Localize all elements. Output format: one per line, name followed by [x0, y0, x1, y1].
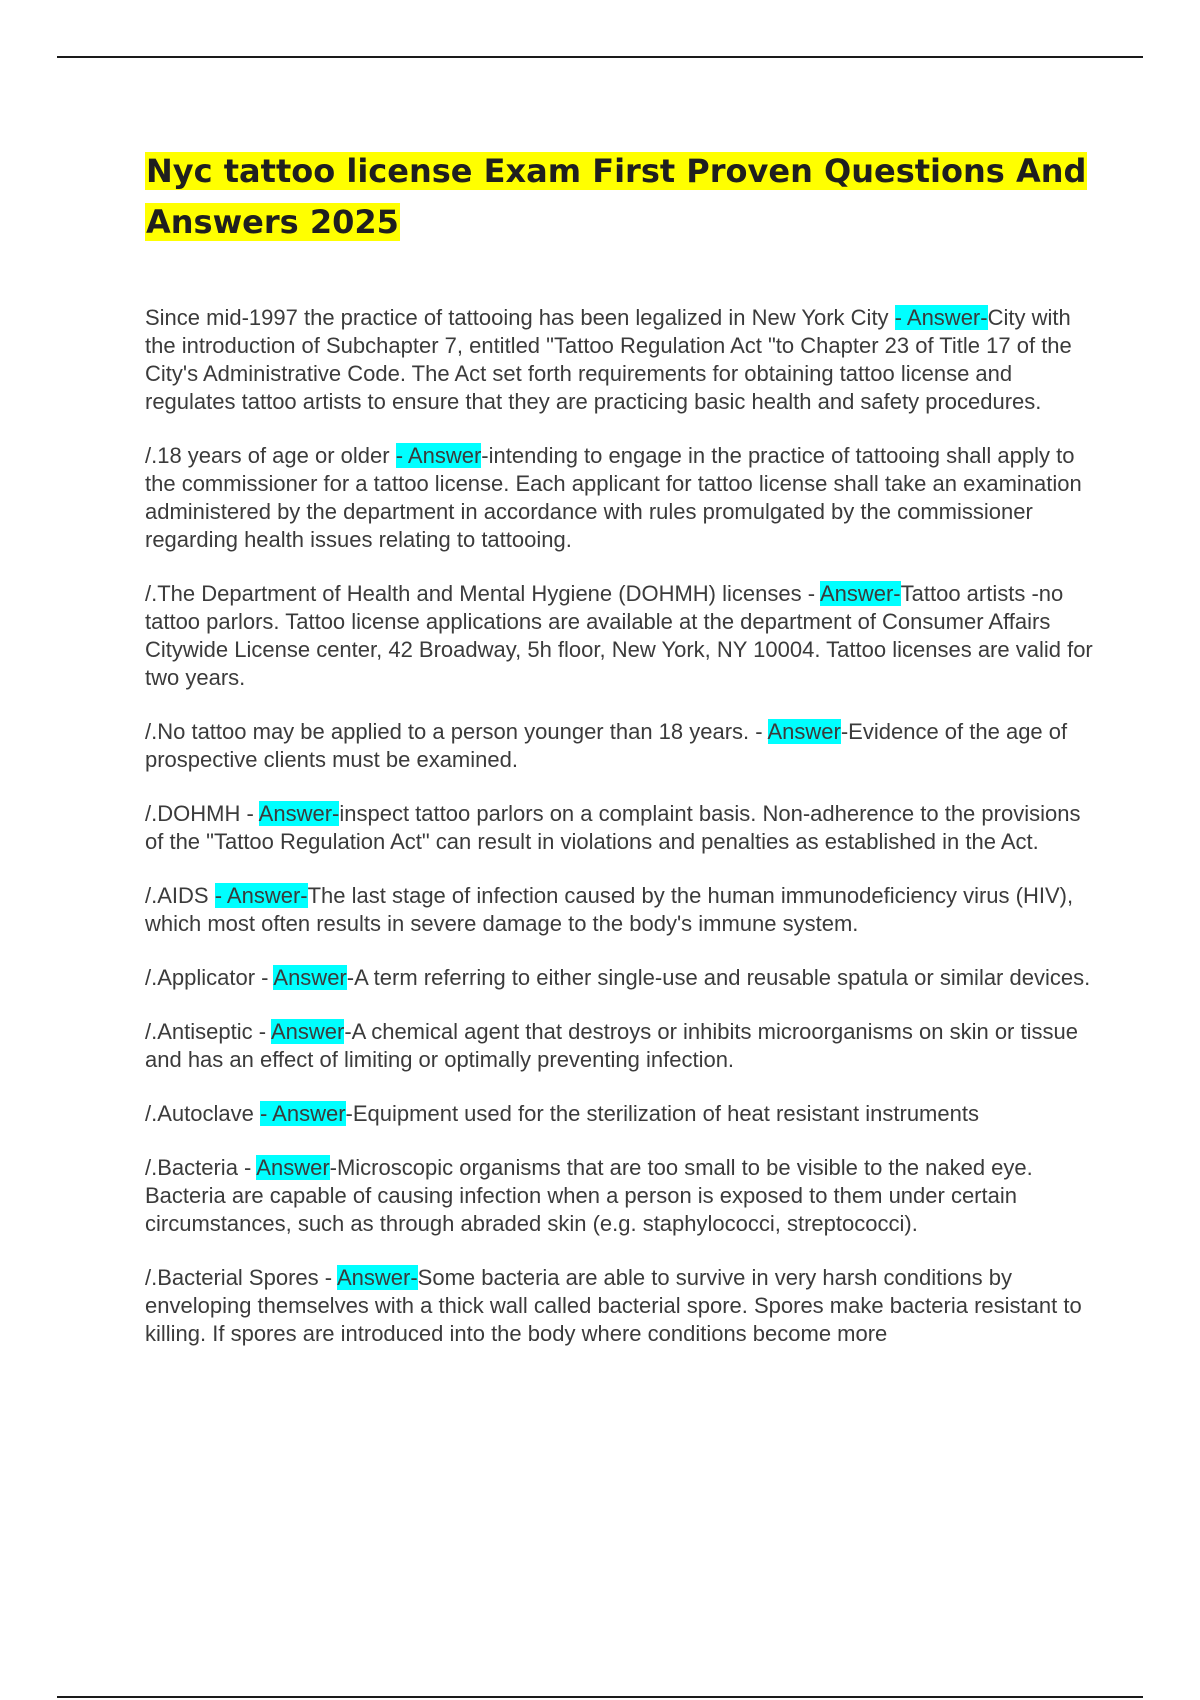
answer-marker: - Answer — [259, 1101, 346, 1126]
answer-marker: Answer — [767, 719, 841, 744]
qa-question: /.18 years of age or older — [145, 443, 396, 468]
qa-entry — [145, 964, 1095, 992]
qa-answer: -Evidence of the age of prospective clients must be examined. — [145, 719, 1068, 772]
qa-answer: -A chemical agent that destroys or inhibits microorganisms on skin or tissue and has an effect of limiting or optimally preventing infection. — [145, 1019, 1078, 1072]
qa-entry — [145, 580, 1095, 692]
qa-question: /.AIDS — [145, 883, 215, 908]
answer-marker: Answer — [256, 1155, 330, 1180]
qa-answer: -Microscopic organisms that are too small to be visible to the naked eye. Bacteria are capable of causing infection when a person is exposed to them under certain circumstances, such as through abraded skin (e.g. staphylococci, streptococci). — [145, 1155, 1033, 1236]
qa-entry — [145, 1100, 1095, 1128]
qa-entry — [145, 1018, 1095, 1074]
answer-marker: Answer — [273, 965, 347, 990]
qa-entry — [145, 1264, 1095, 1348]
qa-entry — [145, 718, 1095, 774]
qa-entry — [145, 800, 1095, 856]
qa-answer: The last stage of infection caused by the human immunodeficiency virus (HIV), which most often results in severe damage to the body's immune system. — [145, 883, 1074, 936]
qa-answer: -A term referring to either single-use and reusable spatula or similar devices. — [346, 965, 1091, 990]
qa-question: /.Autoclave — [145, 1101, 260, 1126]
qa-question: /.Applicator - — [145, 965, 274, 990]
qa-question: /.DOHMH - — [145, 801, 259, 826]
qa-entry — [145, 304, 1095, 416]
qa-answer: -intending to engage in the practice of tattooing shall apply to the commissioner for a tattoo license. Each applicant for tattoo license shall take an examination administered by the department in accordance with rules promulgated by the commissioner regarding health issues relating to tattooing. — [145, 443, 1082, 552]
qa-entry — [145, 442, 1095, 554]
answer-marker: Answer — [270, 1019, 345, 1044]
qa-question: /.Bacterial Spores - — [145, 1265, 337, 1290]
bottom-rule — [57, 1696, 1143, 1698]
qa-answer: City with the introduction of Subchapter 7, entitled "Tattoo Regulation Act "to Chapter 23 of Title 17 of the City's Administrative Code. The Act set forth requirements for obtaining tattoo license and regulates tattoo artists to ensure that they are practicing basic health and safety procedures. — [145, 305, 1072, 414]
qa-question: /.Bacteria - — [145, 1155, 257, 1180]
top-rule — [57, 56, 1143, 58]
answer-marker: Answer- — [336, 1265, 418, 1290]
answer-marker: Answer- — [258, 801, 340, 826]
qa-answer: inspect tattoo parlors on a complaint basis. Non-adherence to the provisions of the "Tattoo Regulation Act" can result in violations and penalties as established in the Act. — [145, 801, 1081, 854]
answer-marker: Answer- — [819, 581, 901, 606]
qa-answer: Some bacteria are able to survive in very harsh conditions by enveloping themselves with a thick wall called bacterial spore. Spores make bacteria resistant to killing. If spores are introduced into the body where conditions become more — [145, 1265, 1082, 1346]
qa-answer: Tattoo artists -no tattoo parlors. Tattoo license applications are available at the department of Consumer Affairs Citywide License center, 42 Broadway, 5h floor, New York, NY 10004. Tattoo licenses are valid for two years. — [145, 581, 1093, 690]
qa-question: Since mid-1997 the practice of tattooing has been legalized in New York City — [145, 305, 895, 330]
document-title — [145, 146, 1095, 248]
answer-marker: - Answer- — [214, 883, 308, 908]
qa-entry — [145, 1154, 1095, 1238]
qa-question: /.No tattoo may be applied to a person younger than 18 years. - — [145, 719, 768, 744]
qa-entry — [145, 882, 1095, 938]
document-title-text: Nyc tattoo license Exam First Proven Questions And Answers 2025 — [146, 152, 1087, 241]
qa-answer: -Equipment used for the sterilization of heat resistant instruments — [345, 1101, 979, 1126]
qa-question: /.Antiseptic - — [145, 1019, 271, 1044]
qa-question: /.The Department of Health and Mental Hygiene (DOHMH) licenses - — [145, 581, 820, 606]
answer-marker: - Answer- — [894, 305, 988, 330]
document-body — [145, 146, 1095, 1374]
answer-marker: - Answer — [395, 443, 482, 468]
